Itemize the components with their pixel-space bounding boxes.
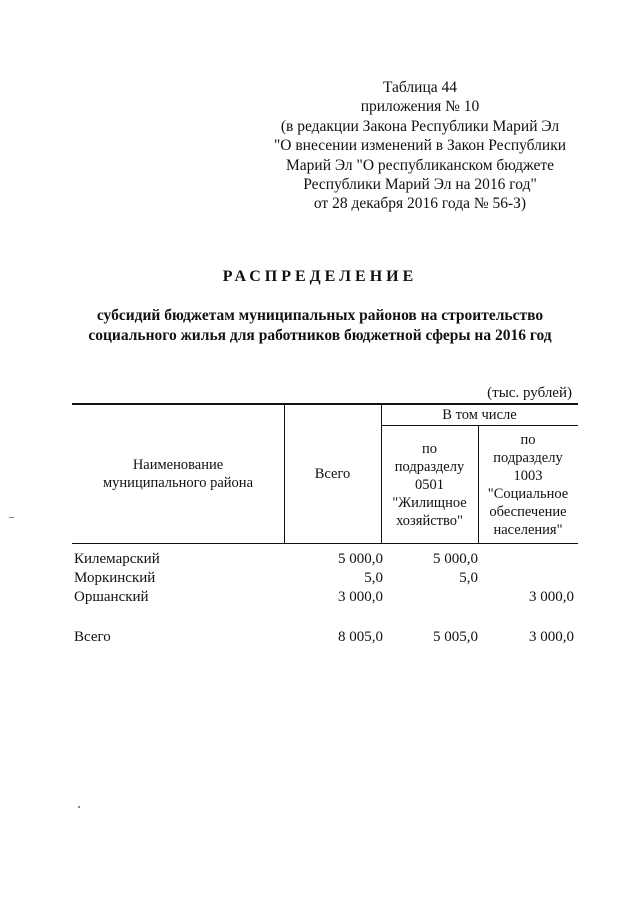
header-sub-line: по <box>421 440 437 457</box>
header-line: Республики Марий Эл на 2016 год" <box>303 176 537 194</box>
header-line: Таблица 44 <box>382 79 458 96</box>
header-name-line: Наименование <box>132 457 224 473</box>
sub0501-value: 5 005,0 <box>433 629 478 645</box>
header-line: (в редакции Закона Республики Марий Эл <box>280 117 560 135</box>
table-row <box>72 551 578 571</box>
header-line: "О внесении изменений в Закон Республики <box>273 137 567 155</box>
total-row-label: Всего <box>74 629 111 645</box>
total-value: 5,0 <box>364 570 383 586</box>
header-sub-line: обеспечение <box>489 503 567 520</box>
header-name-cell <box>72 405 284 543</box>
header-sub-line: 1003 <box>513 467 543 484</box>
document-subtitle <box>60 306 580 346</box>
header-sub0501-cell <box>381 426 478 543</box>
scan-speck <box>9 517 14 518</box>
scan-speck <box>78 806 80 808</box>
units-label: (тыс. рублей) <box>487 385 572 401</box>
document-title: РАСПРЕДЕЛЕНИЕ <box>222 268 418 285</box>
total-value: 5 000,0 <box>338 551 383 567</box>
header-group-cell: В том числе <box>442 407 517 423</box>
appendix-header <box>270 78 570 214</box>
header-sub-line: подразделу <box>394 458 465 475</box>
header-sub1003-cell <box>478 426 578 543</box>
header-sub-line: подразделу <box>493 449 563 466</box>
total-value: 8 005,0 <box>338 629 383 645</box>
header-line: от 28 декабря 2016 года № 56-З) <box>313 195 527 213</box>
district-name: Килемарский <box>74 551 160 567</box>
district-name: Моркинский <box>74 570 156 586</box>
header-sub-line: 0501 <box>415 476 444 493</box>
sub1003-value: 3 000,0 <box>529 589 574 605</box>
sub1003-value: 3 000,0 <box>529 629 574 645</box>
header-name-line: муниципального района <box>103 475 253 491</box>
table-row <box>72 589 578 609</box>
district-name: Оршанский <box>74 589 149 605</box>
header-sub-line: "Жилищное <box>392 494 467 511</box>
header-sub-line: по <box>520 431 536 448</box>
subtitle-line: субсидий бюджетам муниципальных районов на строительство <box>96 307 544 324</box>
total-row <box>72 629 578 649</box>
header-total-cell: Всего <box>314 466 351 482</box>
header-sub-line: населения" <box>493 521 563 538</box>
table-row <box>72 570 578 590</box>
sub0501-value: 5,0 <box>459 570 478 586</box>
table-header-bottom-rule <box>72 543 578 544</box>
header-sub-line: хозяйство" <box>396 512 463 529</box>
sub0501-value: 5 000,0 <box>433 551 478 567</box>
header-sub-line: "Социальное <box>487 485 569 502</box>
header-line: Марий Эл "О республиканском бюджете <box>285 156 554 174</box>
header-line: приложения № 10 <box>360 98 480 116</box>
subtitle-line: социального жилья для работников бюджетной сферы на 2016 год <box>88 327 552 344</box>
total-value: 3 000,0 <box>338 589 383 605</box>
